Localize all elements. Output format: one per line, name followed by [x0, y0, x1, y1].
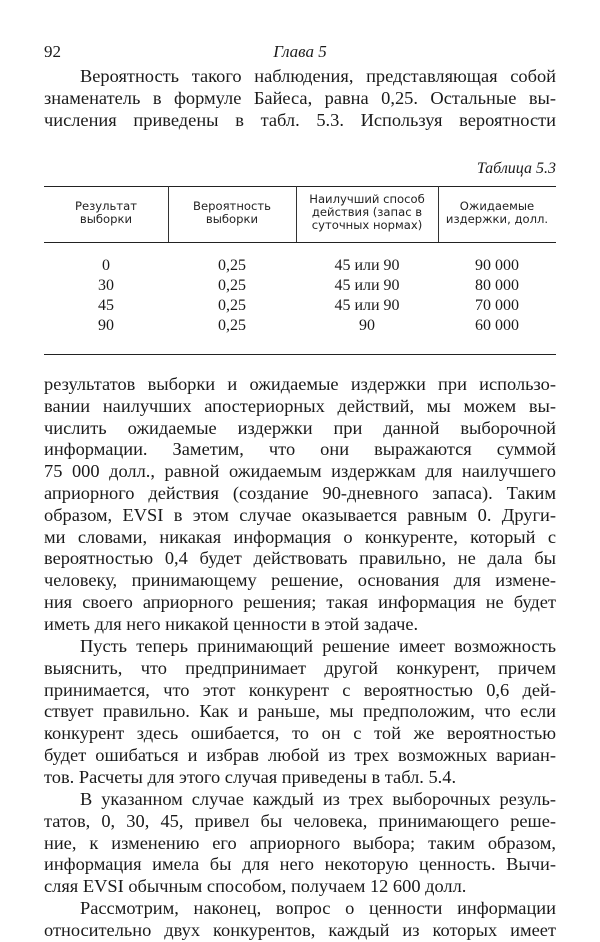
table-header-rule — [44, 242, 556, 243]
cell-result: 45 — [98, 297, 114, 314]
cell-probability: 0,25 — [218, 317, 246, 334]
text-line: вании наилучших апостериорных действий, мы можем вы- — [44, 395, 556, 416]
text-line: 75 000 долл., равной ожидаемым издержкам для наилучшего — [44, 461, 556, 482]
text-line: Рассмотрим, наконец, вопрос о ценности информации — [80, 898, 556, 918]
header-probability: Вероятность выборки — [193, 199, 271, 226]
table-bottom-rule — [44, 354, 556, 355]
cell-cost: 70 000 — [475, 297, 519, 314]
text-line: человеку, принимающему решение, основания для измене- — [44, 570, 556, 591]
header-best-action: Наилучший способ действия (запас в суточных нормах) — [309, 192, 425, 232]
text-line: будет ошибаться и избрав любой из трех возможных вариан- — [44, 744, 556, 765]
cell-result: 90 — [98, 317, 114, 334]
text-line: В указанном случае каждый из трех выборочных резуль- — [80, 789, 556, 809]
text-line: ми словами, никакая информация о конкуренте, который с — [44, 526, 556, 547]
text-line: ствует правильно. Как и раньше, мы предположим, что если — [44, 701, 556, 722]
text-line: татов, 0, 30, 45, привел бы человека, принимающего реше- — [44, 810, 556, 831]
text-line: образом, EVSI в этом случае оказывается равным 0. Други- — [44, 504, 556, 525]
text-line: выяснить, что предпринимает другой конкурент, причем — [44, 657, 556, 678]
cell-probability: 0,25 — [218, 257, 246, 274]
table-caption: Таблица 5.3 — [476, 160, 556, 177]
cell-cost: 80 000 — [475, 277, 519, 294]
text-line: иметь для него никакой ценности в этой задаче. — [44, 613, 419, 634]
text-line: принимается, что этот конкурент с вероятностью 0,6 дей- — [44, 679, 556, 700]
cell-action: 45 или 90 — [334, 297, 400, 314]
text-line: числения приведены в табл. 5.3. Используя вероятности — [44, 109, 556, 130]
cell-probability: 0,25 — [218, 297, 246, 314]
text-line: результатов выборки и ожидаемые издержки при использо- — [44, 374, 556, 394]
cell-cost: 90 000 — [475, 257, 519, 274]
cell-probability: 0,25 — [218, 277, 246, 294]
cell-result: 0 — [102, 257, 110, 274]
text-line: сляя EVSI обычным способом, получаем 12 600 долл. — [44, 876, 467, 897]
text-line: относительно двух конкурентов, каждый из которых имеет — [44, 919, 556, 940]
page-number: 92 — [44, 42, 61, 61]
running-head: Глава 5 — [273, 42, 327, 61]
cell-action: 45 или 90 — [334, 257, 400, 274]
paragraph-1 — [44, 66, 556, 131]
text-line: Пусть теперь принимающий решение имеет возможность — [80, 636, 556, 656]
cell-cost: 60 000 — [475, 317, 519, 334]
table-top-rule — [44, 186, 556, 187]
text-line: вероятностью 0,4 будет действовать правильно, не дала бы — [44, 548, 556, 569]
cell-action: 45 или 90 — [334, 277, 400, 294]
text-line: тов. Расчеты для этого случая приведены в табл. 5.4. — [44, 766, 457, 787]
text-line: знаменатель в формуле Байеса, равна 0,25. Остальные вы- — [44, 87, 556, 108]
text-line: конкурент здесь ошибается, то он с той же вероятностью — [44, 723, 556, 744]
cell-result: 30 — [98, 277, 114, 294]
header-result: Результат выборки — [74, 199, 137, 226]
paragraph-3 — [44, 636, 556, 789]
text-line: информация имела бы для него некоторую ценность. Вычи- — [44, 854, 556, 875]
text-line: числить ожидаемые издержки при данной выборочной — [44, 417, 556, 438]
paragraph-2 — [44, 374, 556, 636]
text-line: априорного действия (создание 90-дневного запаса). Таким — [44, 482, 556, 503]
cell-action: 90 — [359, 317, 375, 334]
text-line: ния своего априорного решения; такая информация не будет — [44, 591, 556, 612]
text-line: информации. Заметим, что они выражаются суммой — [44, 439, 556, 460]
paragraph-5 — [44, 898, 556, 942]
text-line: Вероятность такого наблюдения, представляющая собой — [80, 66, 556, 86]
paragraph-4 — [44, 789, 556, 898]
header-expected-cost: Ожидаемые издержки, долл. — [445, 199, 549, 226]
text-line: ние, к изменению его априорного выбора; таким образом, — [44, 832, 556, 853]
